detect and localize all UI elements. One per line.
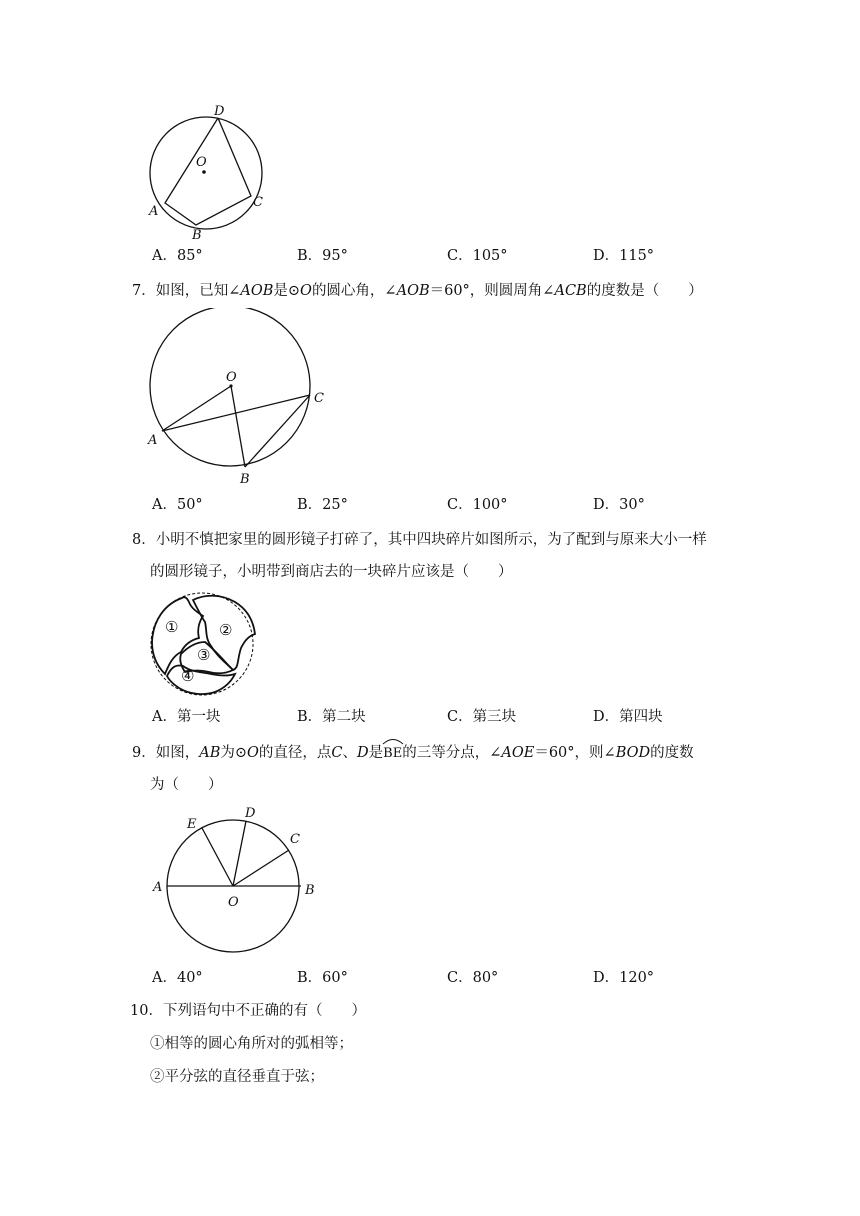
q7-line-OA — [162, 386, 231, 431]
q10-item-1: ①相等的圆心角所对的弧相等； — [150, 1036, 353, 1052]
q6-label-D: D — [214, 104, 225, 119]
q6-label-A: A — [149, 204, 159, 219]
q7-line-BC — [245, 395, 310, 467]
q6-quadrilateral — [165, 118, 251, 225]
q6-option-c[interactable]: C．105° — [447, 248, 508, 264]
q7-label-A: A — [148, 433, 158, 448]
q7-label-O: O — [226, 370, 237, 385]
q9-option-b[interactable]: B．60° — [297, 970, 348, 986]
q8-label-3: ③ — [197, 646, 211, 664]
q9-radius-OD — [233, 821, 246, 886]
q9-radius-OE — [202, 828, 233, 886]
q8-label-4: ④ — [181, 667, 195, 685]
q9-label-A: A — [153, 880, 163, 895]
q6-option-a[interactable]: A．85° — [152, 248, 203, 264]
q6-label-O: O — [196, 155, 207, 170]
q7-option-b[interactable]: B．25° — [297, 497, 348, 513]
q8-label-2: ② — [219, 621, 233, 639]
q10-item-2: ②平分弦的直径垂直于弦； — [150, 1069, 324, 1085]
q6-circle — [150, 117, 262, 229]
q7-option-c[interactable]: C．100° — [447, 497, 508, 513]
q9-option-d[interactable]: D．120° — [593, 970, 655, 986]
q7-label-C: C — [314, 391, 324, 406]
q7-option-d[interactable]: D．30° — [593, 497, 645, 513]
q7-label-B: B — [240, 472, 250, 487]
q8-option-a[interactable]: A．第一块 — [152, 709, 221, 725]
q9-figure — [145, 800, 325, 965]
q9-radius-OC — [233, 850, 289, 886]
q8-stem-line1: 8．小明不慎把家里的圆形镜子打碎了，其中四块碎片如图所示，为了配到与原来大小一样 — [132, 532, 707, 548]
q6-figure — [140, 100, 280, 245]
q6-option-b[interactable]: B．95° — [297, 248, 348, 264]
q7-line-OB — [231, 386, 245, 467]
q9-label-C: C — [290, 832, 300, 847]
q6-label-C: C — [253, 195, 263, 210]
q8-option-c[interactable]: C．第三块 — [447, 709, 517, 725]
q6-label-B: B — [192, 228, 202, 243]
q6-option-d[interactable]: D．115° — [593, 248, 655, 264]
q6-center-dot — [202, 170, 206, 174]
q7-figure — [140, 308, 340, 488]
q9-label-O: O — [228, 895, 239, 910]
q9-label-B: B — [305, 883, 315, 898]
q7-option-a[interactable]: A．50° — [152, 497, 203, 513]
q8-stem-line2: 的圆形镜子，小明带到商店去的一块碎片应该是（ ） — [150, 564, 513, 580]
q9-label-D: D — [245, 806, 256, 821]
q9-label-E: E — [187, 817, 197, 832]
q9-stem-line2: 为（ ） — [150, 777, 223, 793]
q9-option-a[interactable]: A．40° — [152, 970, 203, 986]
q8-figure — [145, 590, 260, 700]
q8-option-b[interactable]: B．第二块 — [297, 709, 366, 725]
q9-option-c[interactable]: C．80° — [447, 970, 499, 986]
q7-stem: 7．如图，已知∠AOB是⊙O的圆心角，∠AOB＝60°，则圆周角∠ACB的度数是（ ） — [132, 283, 703, 299]
arc-symbol-icon — [382, 737, 404, 745]
q10-stem: 10．下列语句中不正确的有（ ） — [130, 1003, 366, 1019]
q9-arc-be: BE — [383, 744, 402, 764]
q8-label-1: ① — [165, 618, 179, 636]
q7-line-AC — [162, 395, 310, 431]
q8-option-d[interactable]: D．第四块 — [593, 709, 663, 725]
q9-stem-line1: 9．如图，AB为⊙O的直径，点C、D是 BE的三等分点，∠AOE＝60°，则∠BOD的度数 — [132, 743, 694, 764]
